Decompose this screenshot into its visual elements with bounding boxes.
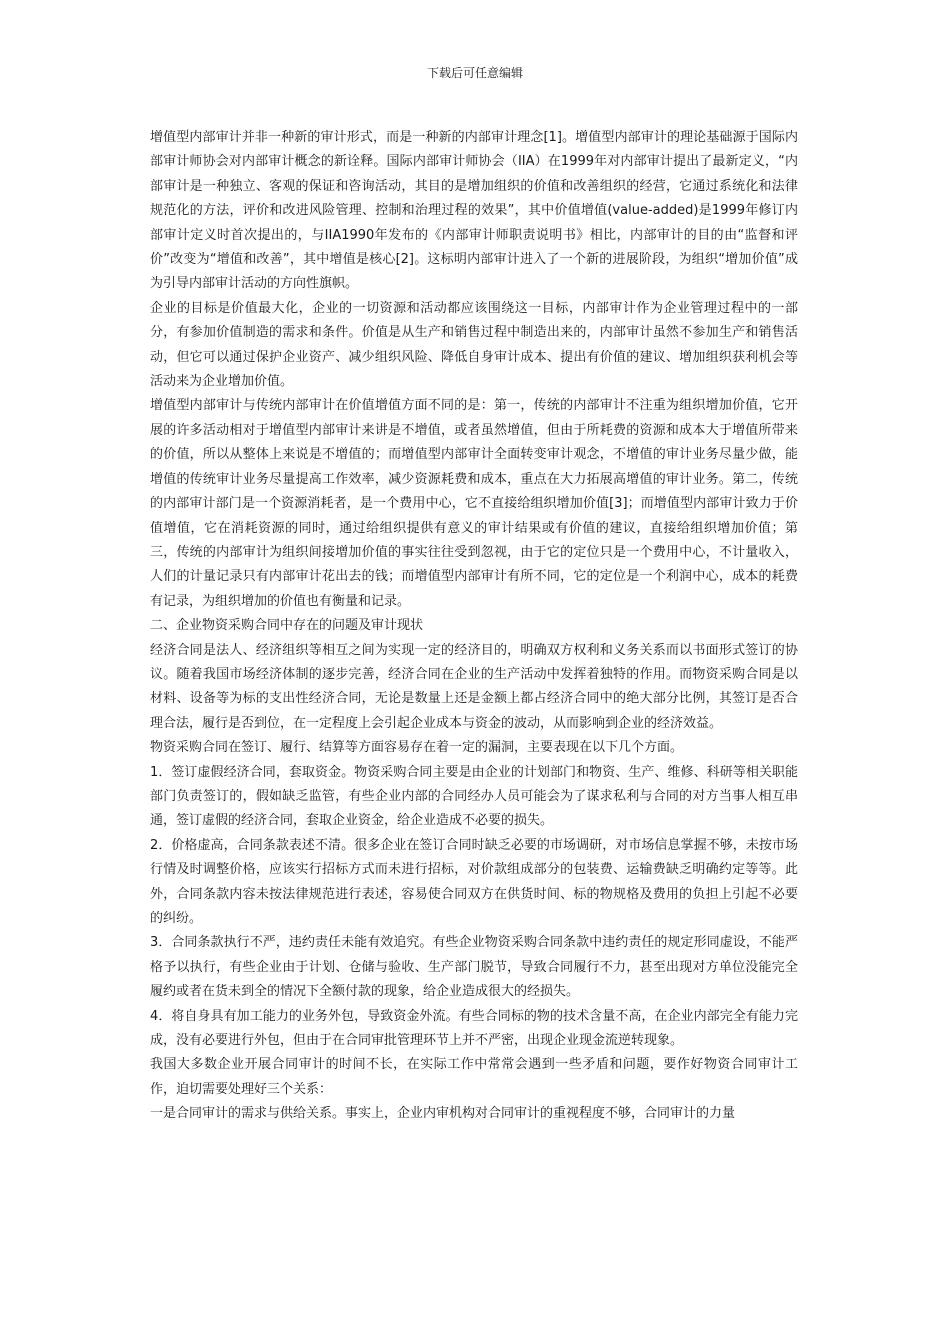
paragraph-audit-comparison: 增值型内部审计与传统内部审计在价值增值方面不同的是：第一，传统的内部审计不注重为组织增加价值，它开展的许多活动相对于增值型内部审计来讲是不增值，或者虽然增值，但由于所耗费的资源和成本大于增值所带来的价值，所以从整体上来说是不增值的；而增值型内部审计全面转变审计观念，不增值的审计业务尽量少做，能增值的传统审计业务尽量提高工作效率，减少资源耗费和成本，重点在大力拓展高增值的审计业务。第二，传统的内部审计部门是一个资源消耗者，是一个费用中心，它不直接给组织增加价值[3]；而增值型内部审计致力于价值增值，它在消耗资源的同时，通过给组织提供有意义的审计结果或有价值的建议，直接给组织增加价值；第三，传统的内部审计为组织间接增加价值的事实往往受到忽视，由于它的定位只是一个费用中心，不计量收入，人们的计量记录只有内部审计花出去的钱；而增值型内部审计有所不同，它的定位是一个利润中心，成本的耗费有记录，为组织增加的价值也有衡量和记录。 [150,398,798,609]
paragraph-enterprise-value-goal: 企业的目标是价值最大化，企业的一切资源和活动都应该围绕这一目标，内部审计作为企业管理过程中的一部分，有参加价值制造的需求和条件。价值是从生产和销售过程中制造出来的，内部审计虽然不参加生产和销售活动，但它可以通过保护企业资产、减少组织风险、降低自身审计成本、提出有价值的建议、增加组织获利机会等活动来为企业增加价值。 [150,300,798,390]
section-heading-procurement-contract-issues: 二、企业物资采购合同中存在的问题及审计现状 [150,618,424,634]
paragraph-loopholes-intro: 物资采购合同在签订、履行、结算等方面容易存在着一定的漏洞，主要表现在以下几个方面。 [150,740,684,756]
list-item-1-false-contracts: 1．签订虚假经济合同，套取资金。物资采购合同主要是由企业的计划部门和物资、生产、维修、科研等相关职能部门负责签订的，假如缺乏监管，有些企业内部的合同经办人员可能会为了谋求私利与合同的对方当事人相互串通，签订虚假的经济合同，套取企业资金，给企业造成不必要的损失。 [150,764,798,829]
paragraph-supply-demand-relationship: 一是合同审计的需求与供给关系。事实上，企业内审机构对合同审计的重视程度不够，合同审计的力量 [150,1106,736,1122]
paragraph-three-relationships: 我国大多数企业开展合同审计的时间不长，在实际工作中常常会遇到一些矛盾和问题，要作好物资合同审计工作，迫切需要处理好三个关系： [150,1057,798,1097]
list-item-4-outsourcing: 4．将自身具有加工能力的业务外包，导致资金外流。有些合同标的物的技术含量不高，在企业内部完全有能力完成，没有必要进行外包，但由于在合同审批管理环节上并不严密，出现企业现金流逆转现象。 [150,1008,798,1049]
header-note: 下载后可任意编辑 [426,66,523,80]
paragraph-economic-contract: 经济合同是法人、经济组织等相互之间为实现一定的经济目的，明确双方权利和义务关系而以书面形式签订的协议。随着我国市场经济体制的逐步完善，经济合同在企业的生产活动中发挥着独特的作用。而物资采购合同是以材料、设备等为标的支出性经济合同，无论是数量上还是金额上都占经济合同中的绝大部分比例，其签订是否合理合法，履行是否到位，在一定程度上会引起企业成本与资金的波动，从而影响到企业的经济效益。 [150,642,798,731]
paragraph-value-added-audit-definition: 增值型内部审计并非一种新的审计形式，而是一种新的内部审计理念[1]。增值型内部审计的理论基础源于国际内部审计师协会对内部审计概念的新诠释。国际内部审计师协会（IIA）在1999年对内部审计提出了最新定义，“内部审计是一种独立、客观的保证和咨询活动，其目的是增加组织的价值和改善组织的经营，它通过系统化和法律规范化的方法，评价和改进风险管理、控制和治理过程的效果”，其中价值增值(value-added)是1999年修订内部审计定义时首次提出的，与IIA1990年发布的《内部审计师职责说明书》相比，内部审计的目的由“监督和评价”改变为“增值和改善”，其中增值是核心[2]。这标明内部审计进入了一个新的进展阶段，为组织“增加价值”成为引导内部审计活动的方向性旗帜。 [150,130,798,292]
list-item-2-inflated-prices: 2．价格虚高，合同条款表述不清。很多企业在签订合同时缺乏必要的市场调研，对市场信息掌握不够，未按市场行情及时调整价格，应该实行招标方式而未进行招标，对价款组成部分的包装费、运输费缺乏明确约定等等。此外，合同条款内容未按法律规范进行表述，容易使合同双方在供货时间、标的物规格及费用的负担上引起不必要的纠纷。 [150,837,798,926]
list-item-3-lax-execution: 3．合同条款执行不严，违约责任未能有效追究。有些企业物资采购合同条款中违约责任的规定形同虚设，不能严格予以执行，有些企业由于计划、仓储与验收、生产部门脱节，导致合同履行不力，甚至出现对方单位没能完全履约或者在货未到全的情况下全额付款的现象，给企业造成很大的经损失。 [150,935,798,1000]
document-body [150,126,798,1127]
page-header [0,64,950,82]
